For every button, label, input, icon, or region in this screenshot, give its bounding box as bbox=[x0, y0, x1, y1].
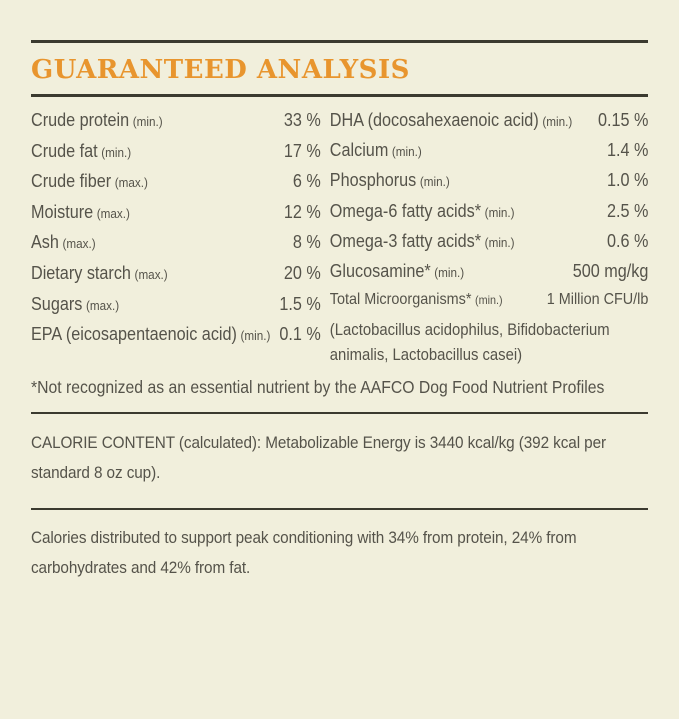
nutrient-qualifier: (min.) bbox=[391, 144, 422, 160]
nutrient-qualifier: (min.) bbox=[484, 204, 515, 220]
nutrient-label: Dietary starch bbox=[31, 262, 131, 283]
microorganisms-note-line: animalis, Lactobacillus casei) bbox=[329, 346, 523, 365]
analysis-row bbox=[31, 294, 321, 325]
nutrient-label: Calcium bbox=[329, 140, 389, 161]
nutrient-value: 500 mg/kg bbox=[572, 260, 649, 281]
aafco-footnote: *Not recognized as an essential nutrient by the AAFCO Dog Food Nutrient Profiles bbox=[31, 377, 605, 398]
calorie-content-text: CALORIE CONTENT (calculated): Metabolizable Energy is 3440 kcal/kg (392 kcal per standard 8 oz cup). bbox=[31, 433, 607, 483]
analysis-column-left bbox=[31, 110, 321, 368]
analysis-row bbox=[330, 231, 649, 261]
nutrient-qualifier: (min.) bbox=[434, 264, 465, 280]
analysis-right-rows bbox=[330, 110, 649, 318]
analysis-table bbox=[31, 110, 648, 368]
nutrient-label: Sugars bbox=[31, 293, 83, 314]
nutrient-value: 0.1 % bbox=[279, 324, 321, 345]
analysis-row bbox=[330, 140, 649, 170]
nutrient-label: Total Microorganisms* bbox=[329, 291, 472, 309]
nutrient-qualifier: (min.) bbox=[542, 114, 573, 129]
analysis-row bbox=[31, 263, 321, 294]
microorganisms-note-line: (Lactobacillus acidophilus, Bifidobacterium bbox=[329, 321, 610, 340]
analysis-row bbox=[31, 324, 321, 355]
nutrient-qualifier: (max.) bbox=[85, 297, 120, 313]
nutrient-qualifier: (min.) bbox=[419, 174, 450, 190]
nutrient-label: DHA (docosahexaenoic acid) bbox=[329, 110, 539, 130]
calorie-distribution-text: Calories distributed to support peak conditioning with 34% from protein, 24% from carbohydrates and 42% from fat. bbox=[31, 528, 577, 578]
panel-title: GUARANTEED ANALYSIS bbox=[31, 55, 410, 85]
nutrient-label: Crude fat bbox=[31, 140, 98, 161]
nutrient-qualifier: (max.) bbox=[62, 236, 96, 252]
analysis-row bbox=[330, 291, 649, 318]
nutrient-qualifier: (min.) bbox=[240, 328, 271, 344]
nutrient-value: 1 Million CFU/lb bbox=[546, 291, 649, 309]
analysis-row bbox=[330, 110, 649, 140]
analysis-row bbox=[31, 171, 321, 202]
analysis-row bbox=[330, 201, 649, 231]
nutrient-label: Ash bbox=[31, 232, 59, 253]
under-title-rule bbox=[31, 94, 648, 97]
nutrient-value: 0.6 % bbox=[606, 230, 649, 251]
nutrient-value: 17 % bbox=[283, 140, 321, 161]
nutrient-label: Omega-3 fatty acids* bbox=[329, 230, 482, 251]
nutrient-value: 1.4 % bbox=[606, 140, 649, 161]
guaranteed-analysis-panel bbox=[0, 40, 679, 583]
nutrient-value: 33 % bbox=[283, 110, 321, 130]
nutrient-label: Crude fiber bbox=[31, 171, 112, 192]
nutrient-value: 8 % bbox=[292, 232, 321, 253]
calorie-rule bbox=[31, 508, 648, 510]
nutrient-value: 2.5 % bbox=[606, 200, 649, 221]
nutrient-label: Omega-6 fatty acids* bbox=[329, 200, 482, 221]
analysis-row bbox=[330, 170, 649, 200]
footnote-rule bbox=[31, 412, 648, 414]
analysis-row bbox=[31, 141, 321, 172]
analysis-row bbox=[31, 202, 321, 233]
nutrient-label: Crude protein bbox=[31, 110, 130, 130]
nutrient-value: 0.15 % bbox=[597, 110, 649, 130]
nutrient-qualifier: (max.) bbox=[96, 205, 130, 221]
nutrient-qualifier: (max.) bbox=[114, 175, 148, 191]
nutrient-value: 1.5 % bbox=[279, 293, 321, 314]
nutrient-value: 12 % bbox=[283, 201, 321, 222]
analysis-row bbox=[330, 261, 649, 291]
nutrient-qualifier: (min.) bbox=[475, 293, 503, 308]
nutrient-value: 6 % bbox=[292, 171, 321, 192]
nutrient-label: EPA (eicosapentaenoic acid) bbox=[31, 324, 237, 345]
nutrient-label: Glucosamine* bbox=[329, 260, 431, 281]
nutrient-qualifier: (min.) bbox=[484, 234, 515, 250]
nutrient-value: 1.0 % bbox=[606, 170, 649, 191]
nutrient-qualifier: (max.) bbox=[134, 266, 168, 282]
nutrient-label: Moisture bbox=[31, 201, 94, 222]
analysis-row bbox=[31, 232, 321, 263]
nutrient-qualifier: (min.) bbox=[132, 114, 163, 129]
analysis-column-right bbox=[330, 110, 649, 368]
nutrient-value: 20 % bbox=[283, 262, 321, 283]
nutrient-qualifier: (min.) bbox=[101, 144, 132, 160]
top-rule bbox=[31, 40, 648, 43]
microorganisms-note bbox=[330, 318, 649, 368]
nutrient-label: Phosphorus bbox=[329, 170, 417, 191]
analysis-row bbox=[31, 110, 321, 141]
